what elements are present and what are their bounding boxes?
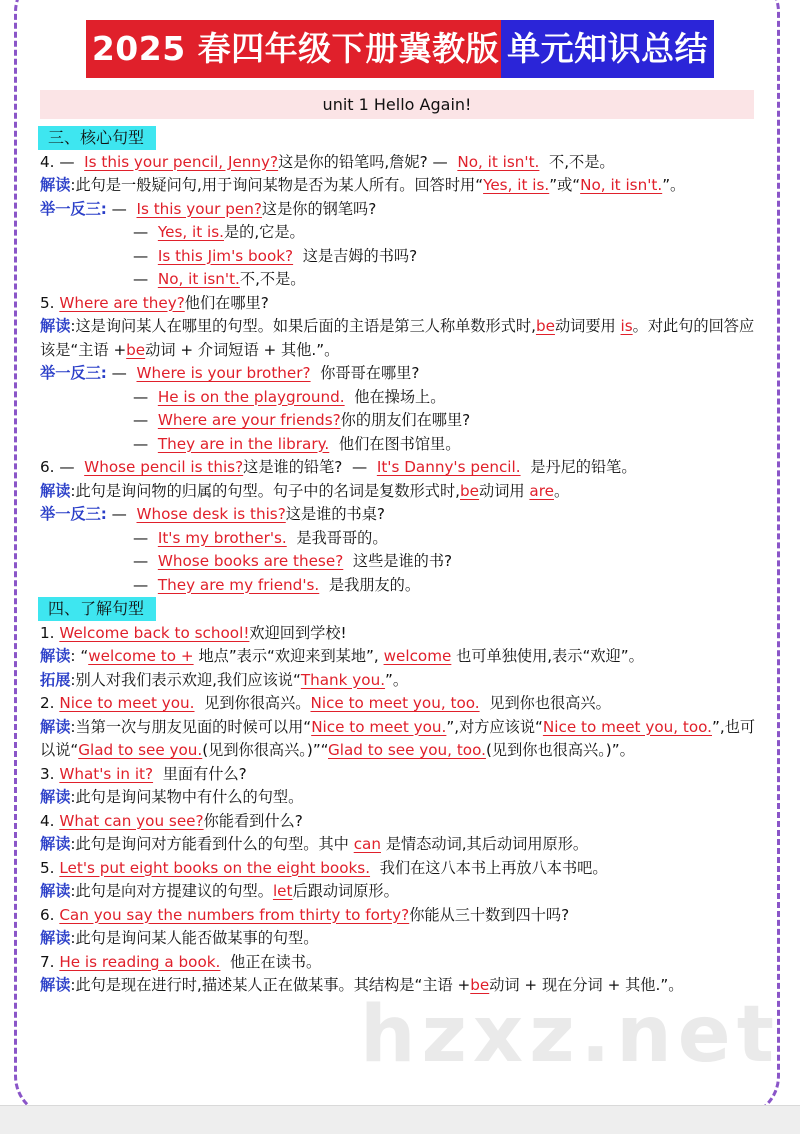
highlighted-english: They are my friend's. [157, 575, 320, 594]
label-text: : [100, 505, 107, 523]
highlighted-english: Welcome back to school! [59, 623, 250, 642]
text-span: — [111, 505, 127, 523]
text-span: 3. [40, 764, 55, 783]
text-span: 这是你的铅笔吗,詹妮? [278, 152, 428, 171]
sentence-item [40, 456, 756, 480]
title-blue-part: 单元知识总结 [501, 20, 714, 78]
text-span: :此句是向对方提建议的句型。 [70, 882, 273, 900]
text-span: 不,不是。 [239, 270, 306, 288]
text-span: — [133, 434, 149, 453]
label-text: 举一反三 [40, 199, 101, 218]
text-span: 。对此句的回答应该是“主语 + [40, 317, 755, 359]
text-span: 这是你的钢笔吗? [261, 199, 377, 218]
text-span: :此句是询问某物中有什么的句型。 [70, 788, 304, 806]
text-span: (见到你很高兴。)”“ [202, 741, 329, 759]
label-text: 解读 [40, 882, 71, 900]
explanation [40, 174, 756, 198]
explanation [40, 833, 756, 857]
example-line [40, 245, 756, 269]
text-span: :此句是询问对方能看到什么的句型。其中 [70, 835, 349, 853]
text-span: 动词 + 介词短语 + 其他.”。 [145, 340, 340, 359]
text-span: 他们在图书馆里。 [338, 434, 461, 453]
sentence-item [40, 904, 756, 928]
highlighted-english: Where is your brother? [136, 364, 311, 382]
example-line [40, 221, 756, 245]
text-span: :此句是现在进行时,描述某人正在做某事。其结构是“主语 + [70, 976, 471, 994]
highlighted-english: Yes, it is. [157, 223, 224, 241]
example-line [40, 362, 756, 386]
highlighted-english: What's in it? [59, 764, 154, 783]
bottom-strip [0, 1105, 800, 1134]
highlighted-english: be [470, 976, 490, 994]
highlighted-english: No, it isn't. [580, 176, 663, 194]
explanation [40, 716, 756, 763]
example-line [40, 386, 756, 410]
text-span: 四、了解句型 [38, 597, 156, 621]
text-span: 不,不是。 [549, 152, 615, 171]
example-line [40, 503, 756, 527]
document-body [40, 126, 756, 998]
example-line [40, 550, 756, 574]
highlighted-english: Whose desk is this? [136, 505, 286, 523]
text-span: ”或“ [549, 176, 581, 194]
sentence-item [40, 151, 756, 175]
highlighted-english: He is reading a book. [59, 952, 221, 971]
example-line [40, 409, 756, 433]
highlighted-english: Nice to meet you. [311, 717, 447, 736]
text-span: 这是谁的铅笔? [243, 458, 343, 476]
highlighted-english: Thank you. [300, 670, 386, 689]
label-text: 解读 [40, 788, 71, 806]
text-span: 我们在这八本书上再放八本书吧。 [379, 858, 608, 877]
example-line [40, 433, 756, 457]
text-span: :此句是询问物的归属的句型。句子中的名词是复数形式时, [70, 481, 461, 500]
text-span: 后跟动词原形。 [292, 882, 399, 900]
text-span: — [111, 364, 127, 382]
highlighted-english: No, it isn't. [457, 152, 540, 171]
text-span: — [133, 552, 149, 570]
text-span: :当第一次与朋友见面的时候可以用“ [70, 717, 312, 736]
text-span: ”。 [662, 176, 686, 194]
text-span: :别人对我们表示欢迎,我们应该说“ [70, 670, 301, 689]
highlighted-english: Yes, it is. [483, 176, 550, 194]
text-span: 是的,它是。 [223, 223, 305, 241]
text-span: 他们在哪里? [184, 293, 269, 312]
text-span: — [133, 223, 149, 241]
highlighted-english: Is this your pen? [136, 199, 262, 218]
text-span: — [133, 575, 149, 594]
text-span: — [133, 387, 149, 406]
text-span: 6. [40, 905, 55, 924]
text-span: ”。 [385, 670, 409, 689]
text-span: 是我朋友的。 [328, 575, 421, 594]
text-span: 见到你也很高兴。 [489, 694, 611, 712]
text-span: :此句是询问某人能否做某事的句型。 [70, 929, 319, 947]
sentence-item [40, 622, 756, 646]
text-span: 地点”表示“欢迎来到某地”, [198, 647, 379, 665]
text-span: 你的朋友们在哪里? [340, 411, 471, 429]
label-text: 解读 [40, 481, 71, 500]
label-text: : [100, 199, 107, 218]
text-span: : “ [70, 647, 89, 665]
text-span: 里面有什么? [162, 764, 247, 783]
highlighted-english: let [272, 882, 293, 900]
text-span: — [133, 411, 149, 429]
highlighted-english: Where are your friends? [157, 411, 341, 429]
example-line [40, 527, 756, 551]
highlighted-english: Where are they? [59, 293, 185, 312]
highlighted-english: Whose pencil is this? [84, 458, 244, 476]
text-span: 是丹尼的铅笔。 [530, 458, 637, 476]
highlighted-english: be [535, 317, 555, 335]
text-span: — [59, 152, 75, 171]
text-span: 欢迎回到学校! [249, 623, 347, 642]
sentence-item [40, 292, 756, 316]
highlighted-english: welcome to + [88, 647, 194, 665]
text-span: 动词要用 [554, 317, 616, 335]
text-span: 1. [40, 623, 55, 642]
text-span: 6. [40, 458, 55, 476]
label-text: 举一反三 [40, 505, 101, 523]
highlighted-english: Can you say the numbers from thirty to forty? [59, 905, 410, 924]
explanation [40, 974, 756, 998]
highlighted-english: Nice to meet you, too. [310, 694, 480, 712]
label-text: 解读 [40, 929, 71, 947]
text-span: 4. [40, 811, 55, 830]
explanation [40, 786, 756, 810]
extension-note [40, 669, 756, 693]
text-span: — [133, 246, 149, 265]
sentence-item [40, 692, 756, 716]
label-text: 解读 [40, 717, 71, 736]
label-text: 解读 [40, 317, 71, 335]
text-span: 这是谁的书桌? [285, 505, 385, 523]
highlighted-english: be [460, 481, 479, 500]
text-span: — [352, 458, 368, 476]
text-span: 4. [40, 152, 55, 171]
example-line [40, 198, 756, 222]
label-text: 解读 [40, 835, 71, 853]
watermark: hzxz.net [360, 990, 780, 1080]
highlighted-english: It's Danny's pencil. [376, 458, 521, 476]
highlighted-english: is [620, 317, 633, 335]
label-text: : [100, 364, 107, 382]
text-span: 7. [40, 952, 55, 971]
explanation [40, 645, 756, 669]
text-span: — [111, 199, 127, 218]
text-span: 动词用 [479, 481, 525, 500]
sentence-item [40, 763, 756, 787]
title-red-part: 2025 春四年级下册冀教版 [86, 20, 505, 78]
sentence-item [40, 951, 756, 975]
text-span: 动词 + 现在分词 + 其他.”。 [489, 976, 684, 994]
label-text: 解读 [40, 647, 71, 665]
text-span: 5. [40, 858, 55, 877]
text-span: — [432, 152, 448, 171]
text-span: (见到你也很高兴。)”。 [485, 741, 635, 759]
text-span: 。 [553, 481, 570, 500]
section-heading [40, 597, 756, 622]
text-span: 5. [40, 293, 55, 312]
explanation [40, 315, 756, 362]
text-span: 你能看到什么? [203, 811, 303, 830]
text-span: 三、核心句型 [38, 126, 156, 150]
text-span: 他正在读书。 [230, 952, 322, 971]
text-span: — [59, 458, 75, 476]
text-span: 见到你很高兴。 [204, 694, 311, 712]
text-span: — [133, 528, 149, 547]
label-text: 拓展 [40, 670, 71, 689]
sentence-item [40, 857, 756, 881]
highlighted-english: Let's put eight books on the eight books. [59, 858, 371, 877]
highlighted-english: Nice to meet you, too. [542, 717, 712, 736]
example-line [40, 268, 756, 292]
highlighted-english: It's my brother's. [157, 528, 287, 547]
text-span: 是我哥哥的。 [296, 528, 388, 547]
text-span: 这是吉姆的书吗? [302, 246, 418, 265]
example-line [40, 574, 756, 598]
text-span: 也可单独使用,表示“欢迎”。 [456, 647, 644, 665]
sentence-item [40, 810, 756, 834]
highlighted-english: be [126, 340, 146, 359]
highlighted-english: Whose books are these? [157, 552, 344, 570]
text-span: — [133, 270, 149, 288]
text-span: 你能从三十数到四十吗? [409, 905, 570, 924]
highlighted-english: Glad to see you, too. [328, 741, 486, 759]
text-span: ”,对方应该说“ [446, 717, 543, 736]
text-span: 他在操场上。 [354, 387, 446, 406]
highlighted-english: Is this your pencil, Jenny? [84, 152, 279, 171]
highlighted-english: He is on the playground. [157, 387, 345, 406]
text-span: :此句是一般疑问句,用于询问某物是否为某人所有。回答时用“ [70, 176, 484, 194]
text-span: 是情态动词,其后动词用原形。 [385, 835, 589, 853]
label-text: 解读 [40, 176, 71, 194]
text-span: 你哥哥在哪里? [320, 364, 420, 382]
text-span: 2. [40, 694, 55, 712]
label-text: 解读 [40, 976, 71, 994]
text-span: :这是询问某人在哪里的句型。如果后面的主语是第三人称单数形式时, [70, 317, 536, 335]
highlighted-english: can [353, 835, 381, 853]
highlighted-english: Nice to meet you. [59, 694, 195, 712]
highlighted-english: No, it isn't. [157, 270, 240, 288]
unit-header: unit 1 Hello Again! [40, 90, 754, 119]
highlighted-english: Is this Jim's book? [157, 246, 294, 265]
highlighted-english: are [529, 481, 554, 500]
explanation [40, 480, 756, 504]
highlighted-english: They are in the library. [157, 434, 330, 453]
explanation [40, 880, 756, 904]
highlighted-english: welcome [383, 647, 452, 665]
text-span: 这些是谁的书? [352, 552, 453, 570]
page-title [0, 20, 800, 78]
explanation [40, 927, 756, 951]
text-span: ”,也可以说“ [40, 717, 756, 759]
highlighted-english: Glad to see you. [78, 741, 203, 759]
label-text: 举一反三 [40, 364, 101, 382]
section-heading [40, 126, 756, 151]
highlighted-english: What can you see? [59, 811, 204, 830]
